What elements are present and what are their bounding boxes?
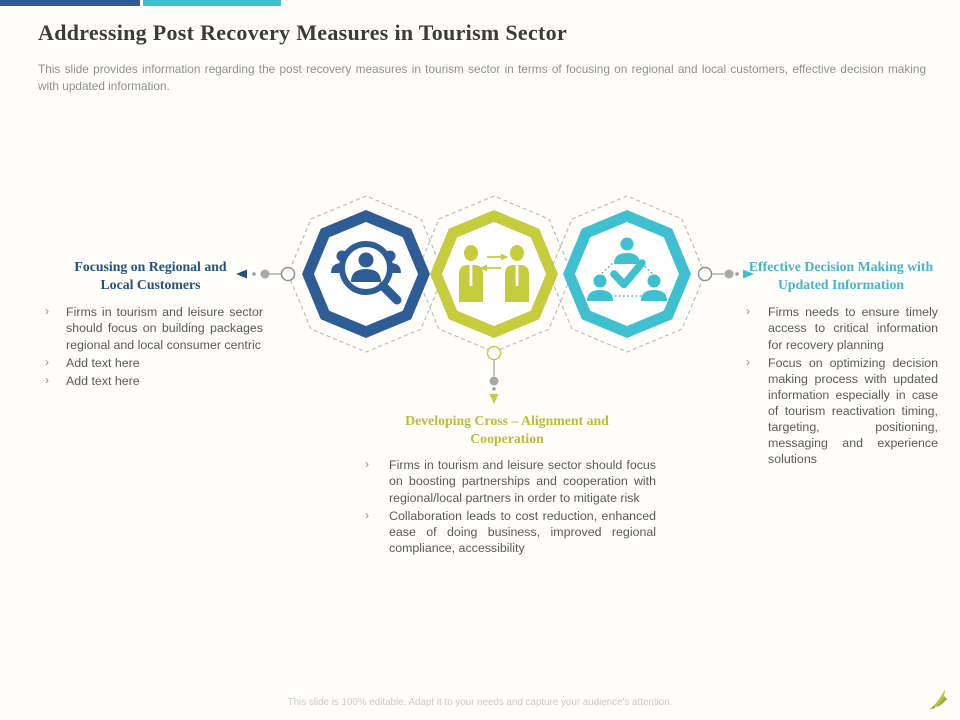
bullet-icon: › (746, 354, 750, 369)
octagon-olive (436, 216, 552, 332)
bullet-text: Focus on optimizing decision making process with updated information especially in case of tourism reactivation timing, targeting, positioning, messaging and experience solutions (768, 355, 938, 467)
bullet-text: Firms in tourism and leisure sector should focus on building packages regional and local consumer centric (66, 305, 263, 352)
bullet-icon: › (746, 304, 750, 319)
block-cross-alignment-cooperation (358, 412, 656, 558)
bullet-icon: › (365, 457, 369, 472)
list-item (358, 457, 656, 505)
block-heading-bottom: Developing Cross – Alignment and Cooperation (405, 413, 609, 446)
slide-description: This slide provides information regarding the post recovery measures in tourism sector in terms of focusing on regional and local customers, effective decision making with updated information. (38, 62, 926, 94)
footer-note: This slide is 100% editable. Adapt it to your needs and capture your audience's attention. (287, 697, 673, 708)
left-connector-arrow (236, 268, 295, 281)
bullet-text: Collaboration leads to cost reduction, enhanced ease of doing business, improved regional compliance, accessibility (389, 508, 656, 555)
list-item (744, 355, 938, 468)
list-item (744, 304, 938, 352)
block-effective-decision-making (744, 258, 938, 470)
bottom-connector-arrow (488, 347, 501, 405)
block-heading-right: Effective Decision Making with Updated Information (748, 259, 934, 292)
octagon-cyan (569, 216, 685, 332)
page-title: Addressing Post Recovery Measures in Tourism Sector (38, 20, 568, 45)
bullet-icon: › (45, 354, 49, 369)
bullet-icon: › (45, 372, 49, 387)
bullet-list-right (744, 304, 938, 467)
bullet-text: Add text here (66, 373, 140, 388)
bullet-text: Add text here (66, 355, 140, 370)
accent-bar-cyan (143, 0, 281, 6)
bullet-icon: › (365, 507, 369, 522)
block-heading-left: Focusing on Regional and Local Customers (74, 259, 227, 292)
list-item (358, 508, 656, 556)
bird-logo-icon (926, 686, 952, 712)
bullet-text: Firms in tourism and leisure sector should focus on boosting partnerships and cooperation with regional/local partners in order to mitigate risk (389, 458, 656, 505)
right-connector-arrow (699, 268, 755, 281)
bullet-text: Firms needs to ensure timely access to critical information for recovery planning (768, 305, 938, 352)
bullet-list-bottom (358, 457, 656, 556)
accent-bar-navy (0, 0, 140, 6)
octagon-process-diagram (230, 183, 760, 413)
bullet-icon: › (45, 304, 49, 319)
